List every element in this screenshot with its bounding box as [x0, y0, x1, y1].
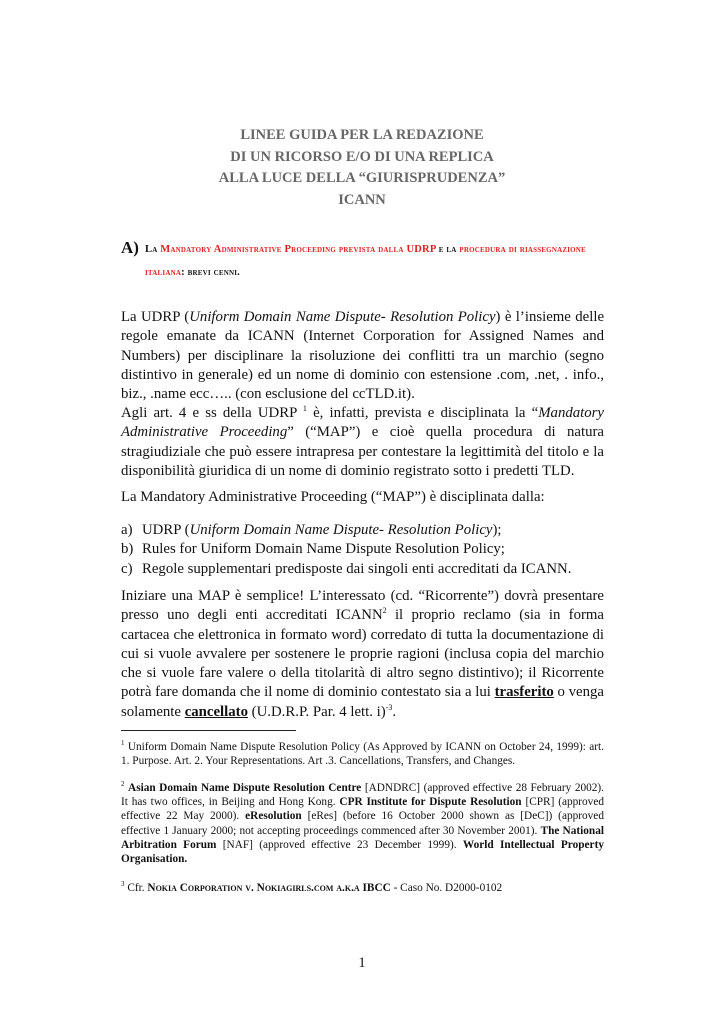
text-run: [eRes] (before 16 October 2000 shown as [DeC]) (approved effective 1 January 2000; not accepting proceedings commenced after 30 November 2001).	[121, 810, 604, 837]
text-run: Iniziare una MAP è semplice! L’interessato (cd. “Ricorrente”) dovrà presentare presso uno degli enti accreditati ICANN	[121, 588, 604, 624]
section-heading-part: e la	[435, 244, 460, 255]
title-line-3: ALLA LUCE DELLA “GIURISPRUDENZA”	[218, 170, 506, 186]
list-item	[121, 540, 604, 559]
italic-text-run: Uniform Domain Name Dispute- Resolution Policy	[189, 309, 496, 325]
paragraph-map-regulation: La Mandatory Administrative Proceeding (“MAP”) è disciplinata dalla:	[121, 489, 545, 505]
title-line-4: ICANN	[338, 191, 386, 208]
document-title	[0, 125, 724, 211]
text-run: La UDRP (	[121, 309, 190, 325]
underlined-keyword: trasferito	[494, 684, 554, 701]
section-letter: A)	[121, 238, 139, 257]
section-heading-red-part: Mandatory Administrative Proceeding prevista dalla UDRP	[160, 244, 436, 255]
text-run: [ADNDRC] (approved effective 28 February 2002). It has two offices, in Beijing and Hong Kong.	[121, 782, 605, 809]
list-item-label: c)	[121, 560, 133, 577]
text-run: [CPR] (approved effective 22 May 2000).	[121, 796, 604, 823]
bold-text-run: eResolution	[245, 810, 302, 823]
text-run: .	[392, 703, 397, 720]
list-item-label: a)	[121, 522, 133, 538]
bold-text-run: The National Arbitration Forum	[121, 824, 604, 851]
italic-text-run: Mandatory Administrative Proceeding	[121, 405, 604, 441]
footnote-ref-3[interactable]: -3	[385, 702, 393, 712]
text-run: Uniform Domain Name Dispute Resolution Policy (As Approved by ICANN on October 24, 1999): art. 1. Purpose. Art. 2. Your Representations. Art .3. Cancellations, Transfers, and Changes.	[121, 741, 604, 768]
text-run: );	[492, 522, 502, 538]
footnote-number: 2	[121, 780, 125, 789]
text-run: Agli art. 4 e ss della UDRP	[121, 405, 303, 421]
footnote-2	[121, 781, 604, 866]
text-run: [NAF] (approved effective 23 December 1999).	[216, 838, 463, 851]
footnote-ref-2[interactable]: 2	[382, 606, 387, 616]
footnote-ref-1[interactable]: 1	[302, 404, 307, 414]
paragraph-start-map	[121, 587, 604, 722]
list-item	[121, 560, 604, 579]
text-run: il proprio reclamo (sia in forma cartacea che elettronica in formato word) corredato di tutta la documentazione di cui si vuole avvalere per sostenere le proprie ragioni (inclusa copia del marchio che si vuole fare valere o della titolarità di altro segno distintivo); il Ricorrente potrà fare domanda che il nome di dominio contestato sia a lui	[121, 607, 604, 701]
bold-text-run: CPR Institute for Dispute Resolution	[339, 796, 522, 809]
footnote-3	[121, 881, 604, 895]
text-run: UDRP (	[142, 522, 190, 538]
section-heading-red-part: procedura di riassegnazione italiana	[145, 244, 586, 278]
text-run: ) è l’insieme delle regole emanate da ICANN (Internet Corporation for Assigned Names and Numbers) per disciplinare la risoluzione dei conflitti tra un marchio (segno distintivo in generale) ed un nome di dominio con estensione .com, .net, . info., biz., .name ecc….. (con esclusione del ccTLD.it).	[121, 309, 605, 403]
list-item-label: b)	[121, 541, 134, 558]
text-run: è, infatti, prevista e disciplinata la “	[306, 405, 539, 421]
section-heading-part: La	[145, 244, 161, 255]
title-line-2: DI UN RICORSO E/O DI UNA REPLICA	[230, 148, 494, 165]
list-item	[121, 521, 604, 540]
page-number: 1	[358, 955, 366, 971]
text-run: (U.D.R.P. Par. 4 lett. i)	[247, 703, 386, 720]
footnote-number: 1	[121, 739, 125, 748]
italic-text-run: Uniform Domain Name Dispute- Resolution Policy	[189, 522, 493, 538]
text-run: o venga solamente	[121, 684, 604, 720]
footnote-number: 3	[121, 880, 125, 889]
text-run: ” (“MAP”) e cioè quella procedura di natura stragiudiziale che può essere intrapresa per contestare la legittimità del titolo e la disponibilità giuridica di un nome di dominio registrato sotto i predetti TLD.	[121, 424, 604, 479]
bold-text-run: Nokia Corporation v. Nokiagirls.com a.k.a IBCC	[147, 882, 391, 894]
regulation-list	[121, 521, 604, 579]
underlined-keyword: cancellato	[184, 703, 248, 720]
bold-text-run: Asian Domain Name Dispute Resolution Centre	[128, 782, 362, 794]
text-run: - Caso No. D2000-0102	[390, 882, 503, 894]
section-heading-part: : brevi cenni.	[181, 267, 240, 278]
bold-text-run: World Intellectual Property Organisation.	[121, 838, 604, 866]
text-run: Cfr.	[124, 882, 148, 894]
section-heading-text	[145, 238, 611, 284]
section-heading	[121, 238, 611, 284]
footnote-1	[121, 740, 604, 768]
text-run: Rules for Uniform Domain Name Dispute Resolution Policy;	[142, 541, 505, 558]
title-line-1: LINEE GUIDA PER LA REDAZIONE	[240, 127, 484, 143]
text-run: Regole supplementari predisposte dai singoli enti accreditati da ICANN.	[142, 560, 572, 577]
paragraph-map-intro	[121, 404, 604, 481]
footnote-separator	[121, 730, 296, 731]
paragraph-udrp-definition	[121, 308, 604, 404]
